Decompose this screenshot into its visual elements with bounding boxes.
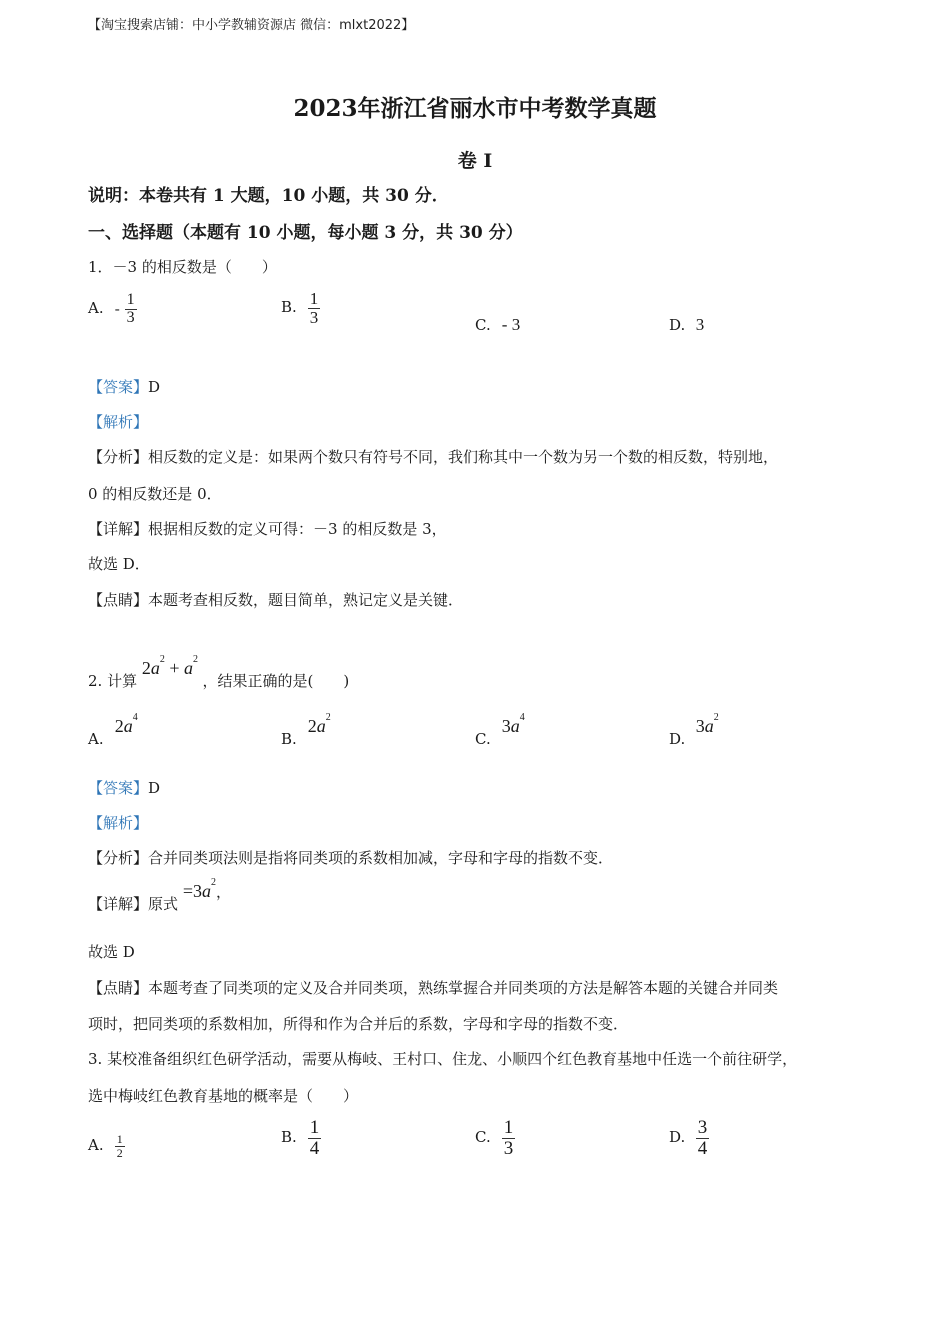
option-value: - 3 <box>501 315 521 334</box>
option-label: C. <box>475 316 491 334</box>
volume-heading: 卷 I <box>457 150 493 172</box>
option-label: D. <box>669 730 686 748</box>
q3-option-c[interactable] <box>475 1118 515 1159</box>
numerator: 3 <box>697 1117 708 1138</box>
answer-value: D <box>148 779 161 797</box>
var: a <box>316 716 326 736</box>
xiangjie-tag: 【详解】 <box>88 895 149 913</box>
option-expr <box>114 712 138 736</box>
exp: 2 <box>159 654 165 665</box>
option-label: B. <box>281 1128 297 1147</box>
q1-dianjing <box>88 589 463 610</box>
exam-note: 说明：本卷共有 1 大题，10 小题，共 30 分． <box>88 186 449 206</box>
answer-tag: 【答案】 <box>88 378 149 396</box>
denominator: 4 <box>309 1137 320 1159</box>
fraction <box>308 290 321 327</box>
exp: 2 <box>325 712 331 723</box>
q1-stem: 1．－3 的相反数是（ ） <box>88 258 277 276</box>
option-label: A. <box>88 299 104 318</box>
q1-option-c[interactable] <box>475 315 520 335</box>
exp: 4 <box>132 712 138 723</box>
stem-suffix: ，结果正确的是( ) <box>202 672 350 690</box>
q3-stem: 3. 某校准备组织红色研学活动，需要从梅岐、王村口、住龙、小顺四个红色教育基地中任选一个前往研学， <box>88 1050 798 1068</box>
q2-dianjing-cont: 项时，把同类项的系数相加，所得和作为合并后的系数，字母和字母的指数不变． <box>88 1015 629 1033</box>
coef: 3 <box>192 881 202 901</box>
q1-choose: 故选 D． <box>88 555 150 573</box>
q3-option-b[interactable] <box>281 1118 321 1159</box>
q1-fenxi <box>88 446 778 467</box>
answer-value: D <box>148 378 161 396</box>
var: a <box>150 658 160 678</box>
denominator: 4 <box>697 1137 708 1159</box>
denominator: 3 <box>126 308 135 326</box>
q2-option-b[interactable] <box>281 712 331 748</box>
xiangjie-text: 根据相反数的定义可得：－3 的相反数是 3， <box>148 520 447 538</box>
result-expr <box>182 877 216 901</box>
sign: - <box>114 301 120 318</box>
dianjing-tag: 【点睛】 <box>88 979 149 997</box>
numerator: 1 <box>503 1117 514 1138</box>
dianjing-text: 本题考查了同类项的定义及合并同类项，熟练掌握合并同类项的方法是解答本题的关键合并同类 <box>148 979 779 997</box>
q1-option-b[interactable] <box>281 290 320 327</box>
numerator: 1 <box>309 1117 320 1138</box>
q3-option-a[interactable] <box>88 1133 125 1159</box>
shop-banner: 【淘宝搜索店铺：中小学教辅资源店 微信：mlxt2022】 <box>88 18 415 33</box>
exp: 2 <box>193 654 199 665</box>
option-value: 3 <box>695 315 705 334</box>
exp: 2 <box>713 712 719 723</box>
q1-xiangjie <box>88 518 447 539</box>
fraction <box>125 292 137 327</box>
q2-analysis-tag: 【解析】 <box>88 814 149 832</box>
var: a <box>184 658 194 678</box>
fraction <box>696 1118 710 1159</box>
option-label: D. <box>669 1128 686 1147</box>
fenxi-tag: 【分析】 <box>88 849 149 867</box>
answer-tag: 【答案】 <box>88 779 149 797</box>
dianjing-tag: 【点睛】 <box>88 591 149 609</box>
stem-prefix: 2. 计算 <box>88 672 138 690</box>
q1-fenxi-cont: 0 的相反数还是 0． <box>88 485 222 503</box>
var: a <box>704 716 714 736</box>
q3-option-d[interactable] <box>669 1118 709 1159</box>
q2-answer <box>88 777 160 798</box>
q1-option-d[interactable] <box>669 315 704 335</box>
q2-option-a[interactable] <box>88 712 138 748</box>
q2-option-d[interactable] <box>669 712 719 748</box>
fraction <box>308 1118 322 1159</box>
q2-stem <box>88 654 350 690</box>
comma: ， <box>215 883 231 901</box>
plus: + <box>169 658 180 678</box>
exp: 4 <box>519 712 525 723</box>
denominator: 3 <box>503 1137 514 1159</box>
fraction <box>115 1133 125 1159</box>
q1-analysis-tag: 【解析】 <box>88 413 149 431</box>
section-heading: 一、选择题（本题有 10 小题，每小题 3 分，共 30 分） <box>88 223 523 243</box>
option-label: B. <box>281 298 297 317</box>
fraction <box>502 1118 516 1159</box>
option-label: B. <box>281 730 297 748</box>
page-title: 2023年浙江省丽水市中考数学真题 <box>293 95 657 122</box>
q2-xiangjie <box>88 877 231 913</box>
denominator: 2 <box>116 1145 123 1160</box>
option-label: A. <box>88 730 104 748</box>
xiangjie-tag: 【详解】 <box>88 520 149 538</box>
coef: 2 <box>307 716 317 736</box>
numerator: 1 <box>309 289 319 308</box>
fenxi-text: 合并同类项法则是指将同类项的系数相加减，字母和字母的指数不变． <box>148 849 614 867</box>
option-expr <box>695 712 719 736</box>
coef: 3 <box>501 716 511 736</box>
q1-answer <box>88 376 160 397</box>
option-label: A. <box>88 1136 104 1155</box>
q2-dianjing <box>88 977 778 998</box>
option-expr <box>307 712 331 736</box>
numerator: 1 <box>116 1132 123 1146</box>
q2-option-c[interactable] <box>475 712 525 748</box>
var: a <box>201 881 211 901</box>
dianjing-text: 本题考查相反数，题目简单，熟记定义是关键． <box>148 591 464 609</box>
equals: = <box>182 881 193 901</box>
coef: 2 <box>141 658 151 678</box>
denominator: 3 <box>309 307 319 327</box>
coef: 2 <box>114 716 124 736</box>
q2-choose: 故选 D <box>88 943 135 961</box>
fenxi-text: 相反数的定义是：如果两个数只有符号不同，我们称其中一个数为另一个数的相反数，特别地， <box>148 448 779 466</box>
q1-option-a[interactable] <box>88 292 137 327</box>
expression <box>141 654 203 678</box>
option-label: C. <box>475 730 491 748</box>
option-expr <box>501 712 525 736</box>
exp: 2 <box>210 877 216 888</box>
option-label: D. <box>669 316 686 334</box>
xiangjie-text: 原式 <box>148 895 179 913</box>
option-label: C. <box>475 1128 491 1147</box>
q3-stem-cont: 选中梅岐红色教育基地的概率是（ ） <box>88 1087 359 1105</box>
numerator: 1 <box>126 291 135 308</box>
var: a <box>510 716 520 736</box>
fenxi-tag: 【分析】 <box>88 448 149 466</box>
q2-fenxi <box>88 847 613 868</box>
var: a <box>123 716 133 736</box>
coef: 3 <box>695 716 705 736</box>
